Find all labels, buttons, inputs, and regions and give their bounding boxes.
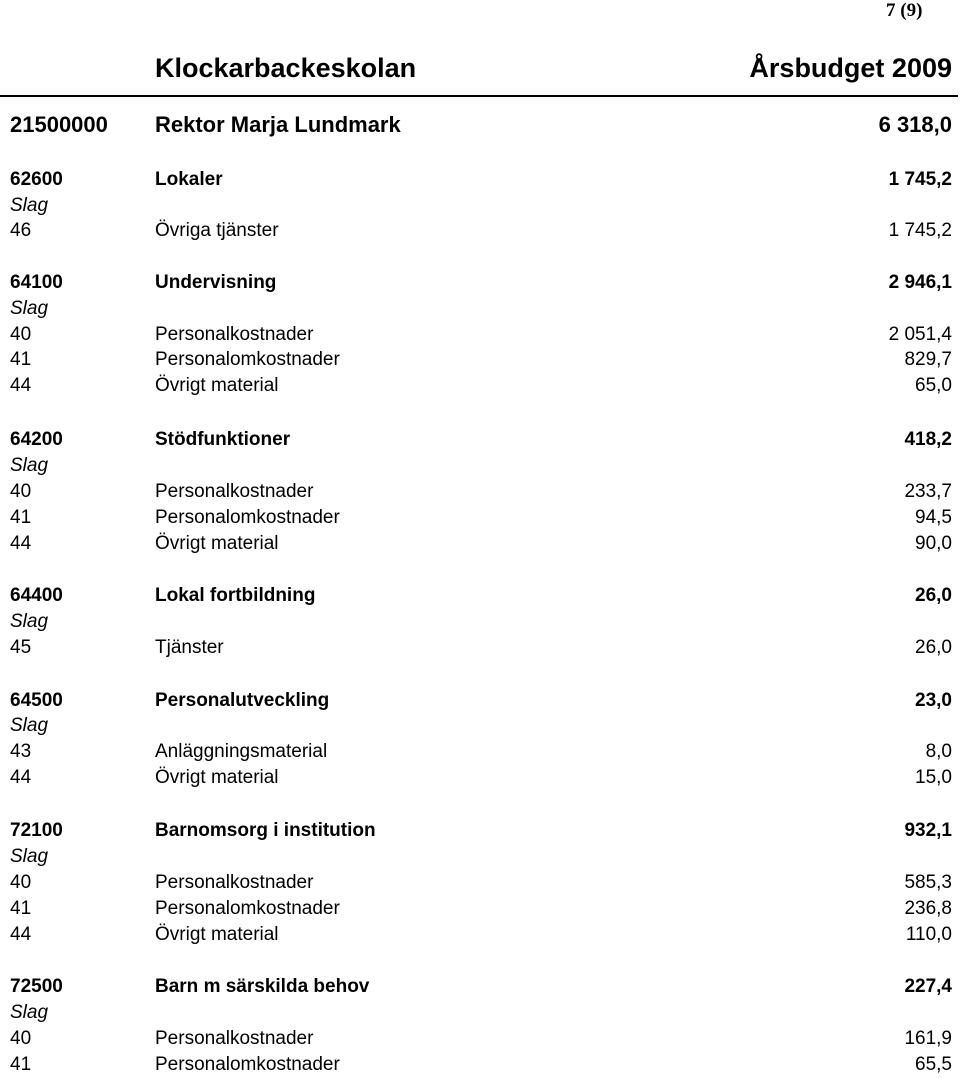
account-row-amount: 932,1	[904, 820, 952, 841]
line-item-amount: 585,3	[904, 872, 952, 893]
account-row-label: Lokal fortbildning	[155, 585, 316, 606]
header-divider	[0, 95, 958, 97]
account-row	[0, 974, 952, 1000]
line-item-label: Övrigt material	[155, 533, 279, 554]
line-item-label: Personalkostnader	[155, 324, 314, 345]
line-item	[0, 896, 952, 922]
slag-label: Slag	[10, 846, 49, 867]
line-item-amount: 161,9	[904, 1028, 952, 1049]
slag-label: Slag	[10, 715, 49, 736]
document-header	[155, 50, 952, 86]
account-row	[0, 270, 952, 296]
account-row-code: 64400	[10, 585, 63, 606]
responsibility-amount: 6 318,0	[878, 112, 952, 137]
line-item	[0, 373, 952, 399]
account-row-code: 64200	[10, 429, 63, 450]
line-item	[0, 479, 952, 505]
line-item-code: 40	[10, 481, 32, 502]
line-item	[0, 739, 952, 765]
line-item-amount: 829,7	[904, 349, 952, 370]
account-row	[0, 583, 952, 609]
line-item-label: Personalomkostnader	[155, 349, 340, 370]
line-item-amount: 1 745,2	[888, 220, 952, 241]
line-item	[0, 1052, 952, 1078]
account-row-code: 64500	[10, 690, 63, 711]
line-item-amount: 110,0	[905, 924, 952, 945]
line-item-label: Övriga tjänster	[155, 220, 279, 241]
line-item	[0, 218, 952, 244]
account-row-label: Undervisning	[155, 272, 277, 293]
account-row-amount: 1 745,2	[888, 169, 952, 190]
line-item-amount: 233,7	[904, 481, 952, 502]
line-item-code: 40	[10, 1028, 32, 1049]
line-item-amount: 94,5	[915, 507, 952, 528]
line-item-amount: 26,0	[915, 637, 952, 658]
line-item-label: Övrigt material	[155, 767, 279, 788]
account-row	[0, 427, 952, 453]
line-item	[0, 322, 952, 348]
line-item-label: Anläggningsmaterial	[155, 741, 328, 762]
account-row-code: 72100	[10, 820, 63, 841]
line-item-code: 41	[10, 507, 32, 528]
page-number: 7 (9)	[886, 0, 923, 21]
account-row-label: Barnomsorg i institution	[155, 820, 376, 841]
responsibility-row	[0, 110, 952, 140]
line-item-amount: 15,0	[915, 767, 952, 788]
account-row-amount: 2 946,1	[888, 272, 952, 293]
line-item-code: 40	[10, 324, 32, 345]
account-row	[0, 688, 952, 714]
line-item-code: 41	[10, 349, 32, 370]
line-item	[0, 531, 952, 557]
account-row	[0, 818, 952, 844]
slag-label: Slag	[10, 195, 49, 216]
line-item-label: Tjänster	[155, 637, 224, 658]
line-item-label: Personalomkostnader	[155, 507, 340, 528]
slag-label: Slag	[10, 1002, 49, 1023]
line-item-code: 44	[10, 375, 32, 396]
line-item-amount: 65,0	[915, 375, 952, 396]
line-item-code: 44	[10, 533, 32, 554]
line-item-amount: 90,0	[915, 533, 952, 554]
line-item-code: 44	[10, 767, 32, 788]
line-item-label: Personalkostnader	[155, 872, 314, 893]
account-row	[0, 167, 952, 193]
line-item	[0, 922, 952, 948]
account-row-label: Personalutveckling	[155, 690, 330, 711]
line-item-code: 41	[10, 898, 32, 919]
line-item-code: 46	[10, 220, 32, 241]
account-row-code: 62600	[10, 169, 63, 190]
school-name: Klockarbackeskolan	[155, 52, 417, 83]
line-item-amount: 236,8	[904, 898, 952, 919]
line-item	[0, 347, 952, 373]
account-row-label: Lokaler	[155, 169, 223, 190]
account-row-code: 72500	[10, 976, 63, 997]
line-item-label: Övrigt material	[155, 375, 279, 396]
account-row-code: 64100	[10, 272, 63, 293]
line-item-label: Personalkostnader	[155, 1028, 314, 1049]
budget-title: Årsbudget 2009	[749, 52, 952, 83]
account-row-label: Stödfunktioner	[155, 429, 291, 450]
account-row-amount: 418,2	[904, 429, 952, 450]
line-item-code: 43	[10, 741, 32, 762]
account-row-label: Barn m särskilda behov	[155, 976, 370, 997]
line-item	[0, 870, 952, 896]
line-item-label: Personalomkostnader	[155, 1054, 340, 1075]
line-item-amount: 65,5	[915, 1054, 952, 1075]
line-item-amount: 2 051,4	[888, 324, 952, 345]
slag-label: Slag	[10, 298, 49, 319]
account-row-amount: 227,4	[904, 976, 952, 997]
line-item-code: 45	[10, 637, 32, 658]
line-item-code: 41	[10, 1054, 32, 1075]
line-item-label: Personalkostnader	[155, 481, 314, 502]
line-item-label: Övrigt material	[155, 924, 279, 945]
slag-label: Slag	[10, 455, 49, 476]
line-item-label: Personalomkostnader	[155, 898, 340, 919]
slag-label: Slag	[10, 611, 49, 632]
line-item	[0, 1026, 952, 1052]
responsibility-code: 21500000	[10, 112, 108, 137]
line-item	[0, 635, 952, 661]
line-item-code: 44	[10, 924, 32, 945]
account-row-amount: 26,0	[915, 585, 952, 606]
responsibility-label: Rektor Marja Lundmark	[155, 112, 401, 137]
account-row-amount: 23,0	[915, 690, 952, 711]
line-item-code: 40	[10, 872, 32, 893]
line-item	[0, 765, 952, 791]
line-item-amount: 8,0	[925, 741, 952, 762]
line-item	[0, 505, 952, 531]
